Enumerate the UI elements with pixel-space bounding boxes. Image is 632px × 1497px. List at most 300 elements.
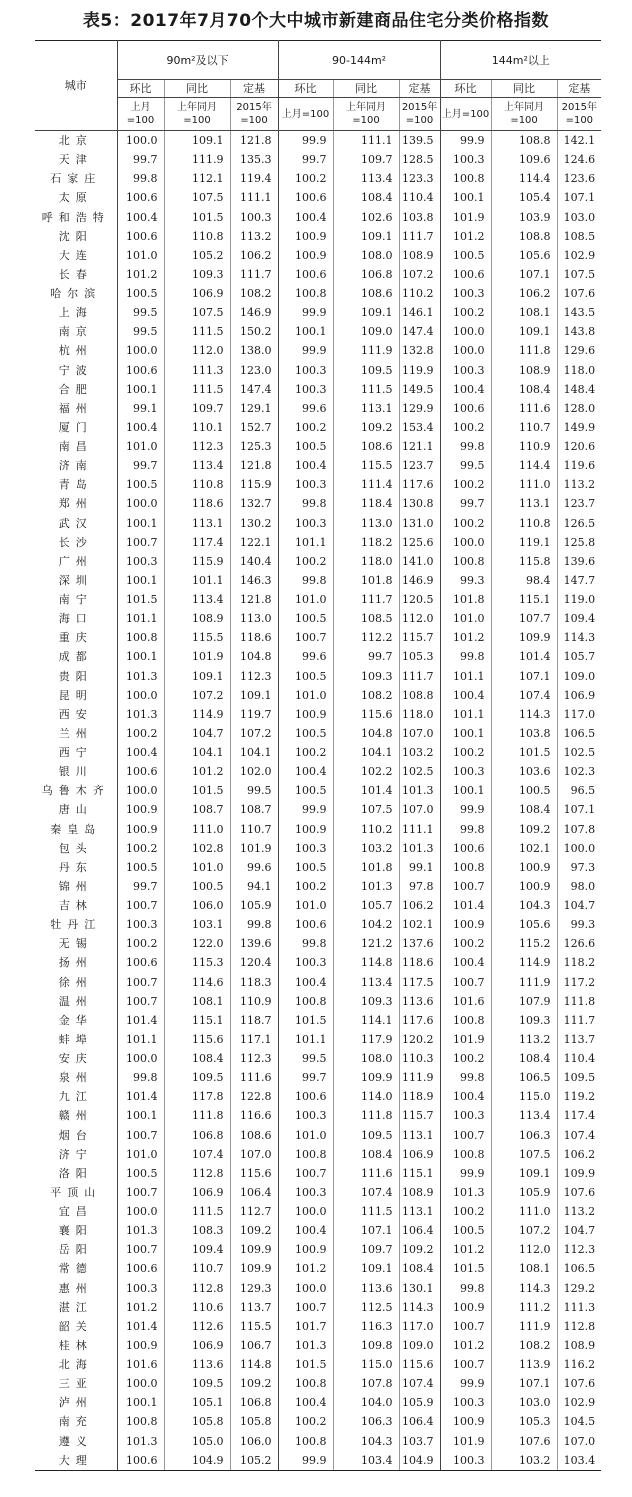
index-value-cell: 100.8 — [278, 284, 333, 303]
index-value-cell: 111.3 — [563, 1300, 596, 1314]
index-value-cell: 104.7 — [164, 724, 230, 743]
index-value-cell: 109.9 — [491, 628, 557, 647]
table-row — [35, 169, 601, 188]
index-value-cell: 99.5 — [440, 456, 491, 475]
index-value-cell: 120.4 — [230, 953, 278, 972]
index-value-cell: 100.0 — [440, 533, 491, 552]
index-value-cell: 118.4 — [333, 494, 399, 513]
index-value-cell: 100.2 — [440, 475, 491, 494]
index-value-cell: 107.8 — [333, 1374, 399, 1393]
index-value-cell: 104.8 — [230, 647, 278, 666]
index-value-cell: 119.4 — [230, 169, 278, 188]
index-value-cell: 100.5 — [117, 284, 164, 303]
index-value-cell: 113.1 — [399, 1126, 440, 1145]
index-value-cell: 100.9 — [491, 877, 557, 896]
index-value-cell: 101.1 — [164, 571, 230, 590]
index-value-cell: 114.3 — [491, 1279, 557, 1298]
index-value-cell: 107.0 — [563, 1434, 596, 1448]
index-value-cell: 113.7 — [230, 1298, 278, 1317]
index-value-cell: 100.3 — [117, 552, 164, 571]
index-value-cell: 115.8 — [491, 552, 557, 571]
table-row — [35, 877, 601, 896]
index-value-cell: 109.1 — [230, 686, 278, 705]
city-name-cell: 成都 — [35, 647, 117, 666]
index-value-cell: 120.5 — [399, 590, 440, 609]
index-value-cell: 100.5 — [440, 246, 491, 265]
index-value-cell: 97.8 — [399, 877, 440, 896]
index-value-cell: 108.2 — [491, 1336, 557, 1355]
index-value-cell: 107.1 — [491, 1374, 557, 1393]
table-row — [35, 1030, 601, 1049]
index-value-cell: 100.3 — [278, 839, 333, 858]
index-value-cell: 101.3 — [440, 1183, 491, 1202]
table-row — [35, 915, 601, 934]
index-value-cell: 100.8 — [440, 1145, 491, 1164]
index-value-cell: 107.4 — [563, 1128, 596, 1142]
index-value-cell: 129.1 — [230, 399, 278, 418]
index-value-cell: 100.9 — [278, 227, 333, 246]
index-value-cell: 137.6 — [399, 934, 440, 953]
table-row — [35, 361, 601, 380]
index-value-cell: 100.0 — [563, 841, 596, 855]
index-value-cell: 100.7 — [278, 628, 333, 647]
table-row — [35, 418, 601, 437]
index-value-cell: 100.4 — [278, 973, 333, 992]
table-row — [35, 188, 601, 207]
index-value-cell: 101.3 — [333, 877, 399, 896]
index-value-cell: 130.2 — [230, 514, 278, 533]
index-value-cell: 99.5 — [230, 781, 278, 800]
index-value-cell: 122.1 — [230, 533, 278, 552]
index-value-cell: 111.5 — [164, 1202, 230, 1221]
table-row — [35, 1240, 601, 1259]
table-row — [35, 743, 601, 762]
index-value-cell: 100.3 — [440, 1106, 491, 1125]
city-name-cell: 三亚 — [35, 1374, 117, 1393]
index-value-cell: 110.8 — [491, 514, 557, 533]
index-value-cell: 109.4 — [164, 1240, 230, 1259]
index-value-cell: 108.4 — [333, 1145, 399, 1164]
index-value-cell: 100.2 — [440, 514, 491, 533]
table-body — [35, 131, 601, 1471]
city-name-cell: 长春 — [35, 265, 117, 284]
index-value-cell: 125.8 — [563, 535, 596, 549]
index-value-cell: 107.0 — [399, 800, 440, 819]
metric-header: 同比 — [333, 80, 399, 98]
index-value-cell: 113.0 — [230, 609, 278, 628]
index-value-cell: 99.9 — [278, 800, 333, 819]
city-name-cell: 无锡 — [35, 934, 117, 953]
index-value-cell: 100.9 — [440, 1298, 491, 1317]
city-name-cell: 广州 — [35, 552, 117, 571]
index-value-cell: 106.3 — [333, 1412, 399, 1431]
index-value-cell: 100.5 — [117, 1164, 164, 1183]
index-value-cell: 107.2 — [164, 686, 230, 705]
table-row — [35, 284, 601, 303]
city-name-cell: 西安 — [35, 705, 117, 724]
city-name-cell: 泸州 — [35, 1393, 117, 1412]
index-value-cell: 106.5 — [491, 1068, 557, 1087]
index-value-cell: 100.8 — [117, 1412, 164, 1431]
index-value-cell: 115.2 — [491, 934, 557, 953]
index-value-cell: 102.9 — [563, 1396, 596, 1410]
index-value-cell: 100.4 — [440, 686, 491, 705]
index-value-cell: 100.2 — [440, 1049, 491, 1068]
index-value-cell: 111.6 — [491, 399, 557, 418]
index-value-cell: 114.4 — [491, 456, 557, 475]
index-value-cell: 109.7 — [333, 150, 399, 169]
index-value-cell: 111.0 — [491, 475, 557, 494]
index-value-cell: 107.1 — [491, 265, 557, 284]
index-value-cell: 106.0 — [230, 1432, 278, 1451]
index-value-cell: 101.2 — [278, 1259, 333, 1278]
index-value-cell: 109.9 — [563, 1166, 596, 1180]
index-value-cell: 105.9 — [491, 1183, 557, 1202]
index-value-cell: 108.9 — [399, 246, 440, 265]
city-name-cell: 福州 — [35, 399, 117, 418]
index-value-cell: 115.7 — [399, 1106, 440, 1125]
index-value-cell: 113.1 — [333, 399, 399, 418]
index-value-cell: 115.0 — [333, 1355, 399, 1374]
index-value-cell: 100.8 — [278, 1145, 333, 1164]
table-row — [35, 1374, 601, 1393]
index-value-cell: 109.7 — [164, 399, 230, 418]
index-value-cell: 100.7 — [117, 992, 164, 1011]
index-value-cell: 109.1 — [491, 1164, 557, 1183]
index-value-cell: 101.5 — [117, 590, 164, 609]
index-value-cell: 117.6 — [399, 1011, 440, 1030]
city-name-cell: 重庆 — [35, 628, 117, 647]
table-row — [35, 1279, 601, 1298]
index-value-cell: 118.3 — [230, 973, 278, 992]
city-name-cell: 合肥 — [35, 380, 117, 399]
index-value-cell: 100.9 — [117, 820, 164, 839]
index-value-cell: 104.1 — [164, 743, 230, 762]
index-value-cell: 113.4 — [164, 590, 230, 609]
index-value-cell: 113.4 — [333, 973, 399, 992]
index-value-cell: 108.6 — [333, 437, 399, 456]
index-value-cell: 100.6 — [117, 1259, 164, 1278]
index-value-cell: 109.3 — [164, 265, 230, 284]
index-value-cell: 100.6 — [440, 265, 491, 284]
index-value-cell: 108.4 — [399, 1259, 440, 1278]
index-value-cell: 115.6 — [164, 1030, 230, 1049]
index-value-cell: 101.3 — [399, 839, 440, 858]
index-value-cell: 100.6 — [117, 227, 164, 246]
index-value-cell: 100.1 — [117, 1393, 164, 1412]
index-value-cell: 107.1 — [563, 191, 596, 205]
index-value-cell: 139.5 — [399, 131, 440, 151]
index-value-cell: 110.3 — [399, 1049, 440, 1068]
index-value-cell: 99.8 — [440, 1068, 491, 1087]
index-value-cell: 106.3 — [491, 1126, 557, 1145]
index-value-cell: 109.7 — [333, 1240, 399, 1259]
index-value-cell: 108.1 — [491, 303, 557, 322]
index-value-cell: 119.1 — [491, 533, 557, 552]
city-name-cell: 厦门 — [35, 418, 117, 437]
index-value-cell: 100.0 — [117, 781, 164, 800]
city-name-cell: 武汉 — [35, 514, 117, 533]
index-value-cell: 101.2 — [117, 1298, 164, 1317]
index-value-cell: 99.8 — [230, 915, 278, 934]
city-name-cell: 大连 — [35, 246, 117, 265]
base-header: 上年同月=100 — [164, 98, 230, 131]
index-value-cell: 100.2 — [440, 934, 491, 953]
metric-header: 定基 — [399, 80, 440, 98]
index-value-cell: 150.2 — [230, 322, 278, 341]
index-value-cell: 100.3 — [278, 475, 333, 494]
base-header: 上年同月=100 — [333, 98, 399, 131]
index-value-cell: 99.7 — [117, 150, 164, 169]
index-value-cell: 109.1 — [333, 227, 399, 246]
index-value-cell: 147.4 — [230, 380, 278, 399]
index-value-cell: 99.9 — [440, 1164, 491, 1183]
index-value-cell: 100.6 — [278, 188, 333, 207]
table-row — [35, 227, 601, 246]
index-value-cell: 148.4 — [563, 382, 596, 396]
table-row — [35, 686, 601, 705]
table-row — [35, 953, 601, 972]
index-value-cell: 117.5 — [399, 973, 440, 992]
index-value-cell: 103.0 — [563, 210, 596, 224]
city-name-cell: 襄阳 — [35, 1221, 117, 1240]
index-value-cell: 107.2 — [230, 724, 278, 743]
index-value-cell: 114.9 — [164, 705, 230, 724]
index-value-cell: 100.9 — [440, 915, 491, 934]
index-value-cell: 107.4 — [491, 686, 557, 705]
index-value-cell: 109.2 — [399, 1240, 440, 1259]
table-row — [35, 934, 601, 953]
index-value-cell: 100.3 — [440, 361, 491, 380]
index-value-cell: 111.8 — [491, 341, 557, 360]
index-value-cell: 101.3 — [117, 1221, 164, 1240]
index-value-cell: 100.5 — [117, 858, 164, 877]
index-value-cell: 111.1 — [333, 131, 399, 151]
index-value-cell: 100.2 — [278, 169, 333, 188]
table-row — [35, 380, 601, 399]
index-value-cell: 106.8 — [230, 1393, 278, 1412]
index-value-cell: 100.6 — [117, 1451, 164, 1471]
index-value-cell: 109.2 — [230, 1221, 278, 1240]
index-value-cell: 124.6 — [563, 153, 596, 167]
index-value-cell: 100.5 — [278, 667, 333, 686]
index-value-cell: 112.5 — [333, 1298, 399, 1317]
index-value-cell: 103.8 — [491, 724, 557, 743]
index-value-cell: 114.3 — [399, 1298, 440, 1317]
city-name-cell: 沈阳 — [35, 227, 117, 246]
city-name-cell: 上海 — [35, 303, 117, 322]
index-value-cell: 101.5 — [440, 1259, 491, 1278]
index-value-cell: 107.4 — [399, 1374, 440, 1393]
index-value-cell: 114.1 — [333, 1011, 399, 1030]
index-value-cell: 111.5 — [333, 1202, 399, 1221]
index-value-cell: 99.6 — [278, 647, 333, 666]
index-value-cell: 111.9 — [491, 973, 557, 992]
index-value-cell: 99.8 — [117, 169, 164, 188]
index-value-cell: 101.1 — [278, 533, 333, 552]
index-value-cell: 113.2 — [563, 1205, 596, 1219]
city-name-cell: 唐山 — [35, 800, 117, 819]
index-value-cell: 113.2 — [563, 478, 596, 492]
index-value-cell: 100.2 — [117, 839, 164, 858]
index-value-cell: 103.2 — [399, 743, 440, 762]
index-value-cell: 111.8 — [164, 1106, 230, 1125]
table-row — [35, 303, 601, 322]
index-value-cell: 99.8 — [440, 647, 491, 666]
city-name-cell: 秦皇岛 — [35, 820, 117, 839]
index-value-cell: 109.3 — [333, 992, 399, 1011]
index-value-cell: 99.9 — [440, 1374, 491, 1393]
index-value-cell: 109.3 — [491, 1011, 557, 1030]
index-value-cell: 99.8 — [440, 820, 491, 839]
index-value-cell: 100.9 — [278, 705, 333, 724]
index-value-cell: 132.8 — [399, 341, 440, 360]
index-value-cell: 108.7 — [164, 800, 230, 819]
metric-header: 环比 — [117, 80, 164, 98]
index-value-cell: 120.2 — [399, 1030, 440, 1049]
index-value-cell: 108.5 — [563, 229, 596, 243]
index-value-cell: 117.8 — [164, 1087, 230, 1106]
table-row — [35, 399, 601, 418]
index-value-cell: 110.7 — [230, 820, 278, 839]
index-value-cell: 122.8 — [230, 1087, 278, 1106]
index-value-cell: 98.0 — [570, 879, 596, 893]
index-value-cell: 109.1 — [491, 322, 557, 341]
index-value-cell: 100.2 — [440, 1202, 491, 1221]
index-value-cell: 100.9 — [278, 1240, 333, 1259]
index-value-cell: 113.1 — [491, 494, 557, 513]
index-value-cell: 114.3 — [563, 631, 596, 645]
index-value-cell: 104.0 — [333, 1393, 399, 1412]
table-row — [35, 1451, 601, 1471]
index-value-cell: 100.7 — [440, 877, 491, 896]
index-value-cell: 101.0 — [278, 896, 333, 915]
index-value-cell: 115.1 — [491, 590, 557, 609]
index-value-cell: 100.6 — [278, 915, 333, 934]
index-value-cell: 113.6 — [164, 1355, 230, 1374]
index-value-cell: 100.8 — [278, 1432, 333, 1451]
index-value-cell: 100.4 — [440, 380, 491, 399]
table-row — [35, 992, 601, 1011]
index-value-cell: 100.5 — [278, 724, 333, 743]
index-value-cell: 98.4 — [491, 571, 557, 590]
index-value-cell: 117.6 — [399, 475, 440, 494]
index-value-cell: 123.7 — [399, 456, 440, 475]
index-value-cell: 118.6 — [230, 628, 278, 647]
index-value-cell: 100.5 — [278, 437, 333, 456]
index-value-cell: 100.3 — [278, 361, 333, 380]
index-value-cell: 109.0 — [563, 669, 596, 683]
index-value-cell: 103.0 — [491, 1393, 557, 1412]
index-value-cell: 110.6 — [164, 1298, 230, 1317]
index-value-cell: 105.3 — [399, 647, 440, 666]
index-value-cell: 152.7 — [230, 418, 278, 437]
index-value-cell: 112.0 — [491, 1240, 557, 1259]
city-name-cell: 锦州 — [35, 877, 117, 896]
index-value-cell: 100.7 — [440, 973, 491, 992]
city-column-header: 城市 — [35, 41, 117, 131]
index-value-cell: 102.3 — [563, 765, 596, 779]
index-value-cell: 102.5 — [563, 746, 596, 760]
index-value-cell: 100.0 — [117, 1202, 164, 1221]
index-value-cell: 112.3 — [164, 437, 230, 456]
index-value-cell: 109.1 — [333, 1259, 399, 1278]
city-name-cell: 平顶山 — [35, 1183, 117, 1202]
index-value-cell: 111.0 — [491, 1202, 557, 1221]
index-value-cell: 125.3 — [230, 437, 278, 456]
index-value-cell: 113.1 — [164, 514, 230, 533]
index-value-cell: 113.7 — [563, 1032, 596, 1046]
table-row — [35, 1049, 601, 1068]
table-row — [35, 494, 601, 513]
index-value-cell: 109.8 — [333, 1336, 399, 1355]
index-value-cell: 100.8 — [117, 628, 164, 647]
index-value-cell: 103.1 — [164, 915, 230, 934]
index-value-cell: 121.2 — [333, 934, 399, 953]
index-value-cell: 100.1 — [117, 514, 164, 533]
index-value-cell: 109.1 — [164, 667, 230, 686]
city-name-cell: 石家庄 — [35, 169, 117, 188]
table-row — [35, 1011, 601, 1030]
table-row — [35, 322, 601, 341]
index-value-cell: 100.3 — [117, 915, 164, 934]
index-value-cell: 100.1 — [440, 781, 491, 800]
index-value-cell: 101.9 — [440, 1432, 491, 1451]
index-value-cell: 101.6 — [117, 1355, 164, 1374]
index-value-cell: 108.5 — [333, 609, 399, 628]
index-value-cell: 106.7 — [230, 1336, 278, 1355]
index-value-cell: 110.9 — [230, 992, 278, 1011]
index-value-cell: 126.6 — [563, 937, 596, 951]
table-row — [35, 1298, 601, 1317]
index-value-cell: 99.9 — [278, 1451, 333, 1471]
index-value-cell: 99.8 — [278, 494, 333, 513]
table-row — [35, 1145, 601, 1164]
index-value-cell: 101.1 — [440, 705, 491, 724]
index-value-cell: 122.0 — [164, 934, 230, 953]
index-value-cell: 100.3 — [440, 1393, 491, 1412]
index-value-cell: 107.5 — [164, 188, 230, 207]
index-value-cell: 107.1 — [563, 803, 596, 817]
index-value-cell: 101.0 — [440, 609, 491, 628]
table-row — [35, 208, 601, 227]
index-value-cell: 110.9 — [491, 437, 557, 456]
index-value-cell: 108.9 — [164, 609, 230, 628]
index-value-cell: 111.8 — [563, 994, 596, 1008]
index-value-cell: 108.0 — [333, 1049, 399, 1068]
index-value-cell: 100.5 — [164, 877, 230, 896]
index-value-cell: 109.2 — [333, 418, 399, 437]
index-value-cell: 118.0 — [563, 363, 596, 377]
index-value-cell: 111.0 — [164, 820, 230, 839]
index-value-cell: 100.3 — [278, 953, 333, 972]
index-value-cell: 108.4 — [164, 1049, 230, 1068]
index-value-cell: 99.6 — [278, 399, 333, 418]
index-value-cell: 129.9 — [399, 399, 440, 418]
index-value-cell: 111.3 — [164, 361, 230, 380]
index-value-cell: 100.9 — [440, 1412, 491, 1431]
city-name-cell: 北京 — [35, 131, 117, 151]
table-row — [35, 762, 601, 781]
table-row — [35, 437, 601, 456]
index-value-cell: 125.6 — [399, 533, 440, 552]
index-value-cell: 109.2 — [230, 1374, 278, 1393]
city-name-cell: 韶关 — [35, 1317, 117, 1336]
index-value-cell: 101.1 — [278, 1030, 333, 1049]
index-value-cell: 99.8 — [440, 437, 491, 456]
city-name-cell: 济南 — [35, 456, 117, 475]
index-value-cell: 117.9 — [333, 1030, 399, 1049]
